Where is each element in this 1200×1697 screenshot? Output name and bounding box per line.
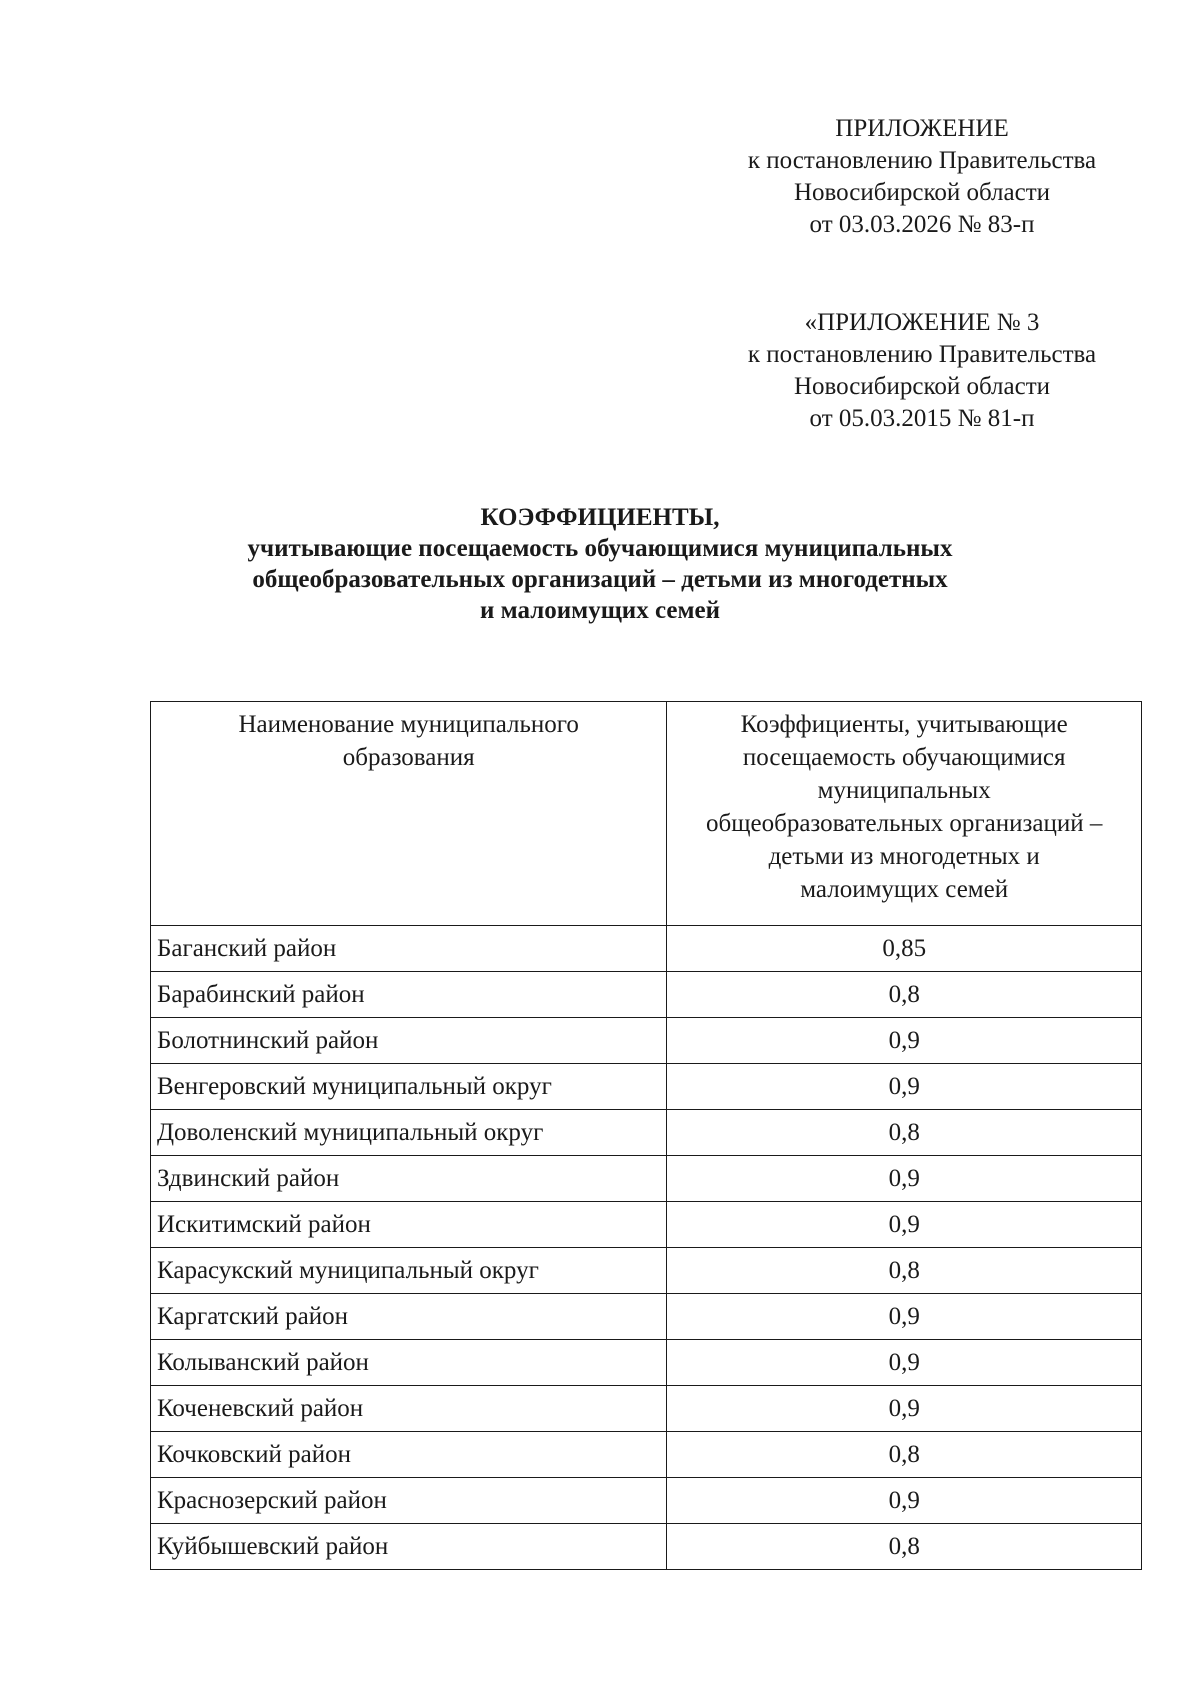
- table-row: [151, 1294, 1142, 1340]
- table-row: [151, 1524, 1142, 1570]
- municipality-name: Колыванский район: [151, 1340, 667, 1386]
- coefficient-value: 0,8: [667, 972, 1142, 1018]
- table-row: [151, 1202, 1142, 1248]
- header-municipality: [151, 702, 667, 926]
- coefficient-value: 0,8: [667, 1248, 1142, 1294]
- table-row: [151, 1386, 1142, 1432]
- coefficient-value: 0,85: [667, 926, 1142, 972]
- header-text-line: общеобразовательных организаций –: [706, 810, 1103, 837]
- coefficient-value: 0,8: [667, 1110, 1142, 1156]
- municipality-name: Кочковский район: [151, 1432, 667, 1478]
- table-row: [151, 1064, 1142, 1110]
- municipality-name: Барабинский район: [151, 972, 667, 1018]
- appendix-region: Новосибирской области: [793, 373, 1051, 400]
- header-text-line: малоимущих семей: [800, 876, 1009, 903]
- appendix-reference: к постановлению Правительства: [747, 341, 1097, 368]
- header-text-line: Наименование муниципального: [238, 711, 579, 738]
- coefficient-value: 0,9: [667, 1294, 1142, 1340]
- title-line: учитывающие посещаемость обучающимися муниципальных: [247, 535, 953, 562]
- coefficient-value: 0,9: [667, 1478, 1142, 1524]
- appendix-label: ПРИЛОЖЕНИЕ: [835, 115, 1009, 142]
- table-row: [151, 1432, 1142, 1478]
- municipality-name: Здвинский район: [151, 1156, 667, 1202]
- table-row: [151, 1156, 1142, 1202]
- header-text-line: муниципальных: [817, 777, 991, 804]
- coefficients-table: [150, 701, 1142, 1570]
- coefficient-value: 0,9: [667, 1018, 1142, 1064]
- table-header-row: [151, 702, 1142, 926]
- table-row: [151, 926, 1142, 972]
- municipality-name: Баганский район: [151, 926, 667, 972]
- table-row: [151, 1018, 1142, 1064]
- appendix-region: Новосибирской области: [793, 179, 1051, 206]
- coefficient-value: 0,9: [667, 1156, 1142, 1202]
- appendix-reference: к постановлению Правительства: [747, 147, 1097, 174]
- appendix-date-number: от 03.03.2026 № 83-п: [809, 211, 1035, 238]
- header-text-line: детьми из многодетных и: [768, 843, 1040, 870]
- appendix-label: «ПРИЛОЖЕНИЕ № 3: [804, 309, 1040, 336]
- municipality-name: Каргатский район: [151, 1294, 667, 1340]
- title-line: КОЭФФИЦИЕНТЫ,: [480, 504, 720, 531]
- municipality-name: Искитимский район: [151, 1202, 667, 1248]
- header-text-line: образования: [342, 744, 475, 771]
- appendix-date-number: от 05.03.2015 № 81-п: [809, 405, 1035, 432]
- table-row: [151, 972, 1142, 1018]
- title-line: общеобразовательных организаций – детьми из многодетных: [252, 566, 948, 593]
- table-row: [151, 1248, 1142, 1294]
- municipality-name: Куйбышевский район: [151, 1524, 667, 1570]
- coefficient-value: 0,9: [667, 1064, 1142, 1110]
- table-row: [151, 1110, 1142, 1156]
- municipality-name: Венгеровский муниципальный округ: [151, 1064, 667, 1110]
- table-row: [151, 1340, 1142, 1386]
- header-text-line: посещаемость обучающимися: [742, 744, 1066, 771]
- title-line: и малоимущих семей: [480, 597, 720, 624]
- coefficient-value: 0,9: [667, 1386, 1142, 1432]
- coefficient-value: 0,8: [667, 1432, 1142, 1478]
- document-title: [150, 502, 1050, 626]
- municipality-name: Болотнинский район: [151, 1018, 667, 1064]
- municipality-name: Краснозерский район: [151, 1478, 667, 1524]
- coefficient-value: 0,8: [667, 1524, 1142, 1570]
- table-row: [151, 1478, 1142, 1524]
- municipality-name: Доволенский муниципальный округ: [151, 1110, 667, 1156]
- municipality-name: Коченевский район: [151, 1386, 667, 1432]
- header-coefficient: [667, 702, 1142, 926]
- coefficient-value: 0,9: [667, 1340, 1142, 1386]
- header-text-line: Коэффициенты, учитывающие: [740, 711, 1068, 738]
- appendix-header-amended: [700, 307, 1144, 435]
- appendix-header-current: [700, 113, 1144, 241]
- municipality-name: Карасукский муниципальный округ: [151, 1248, 667, 1294]
- coefficient-value: 0,9: [667, 1202, 1142, 1248]
